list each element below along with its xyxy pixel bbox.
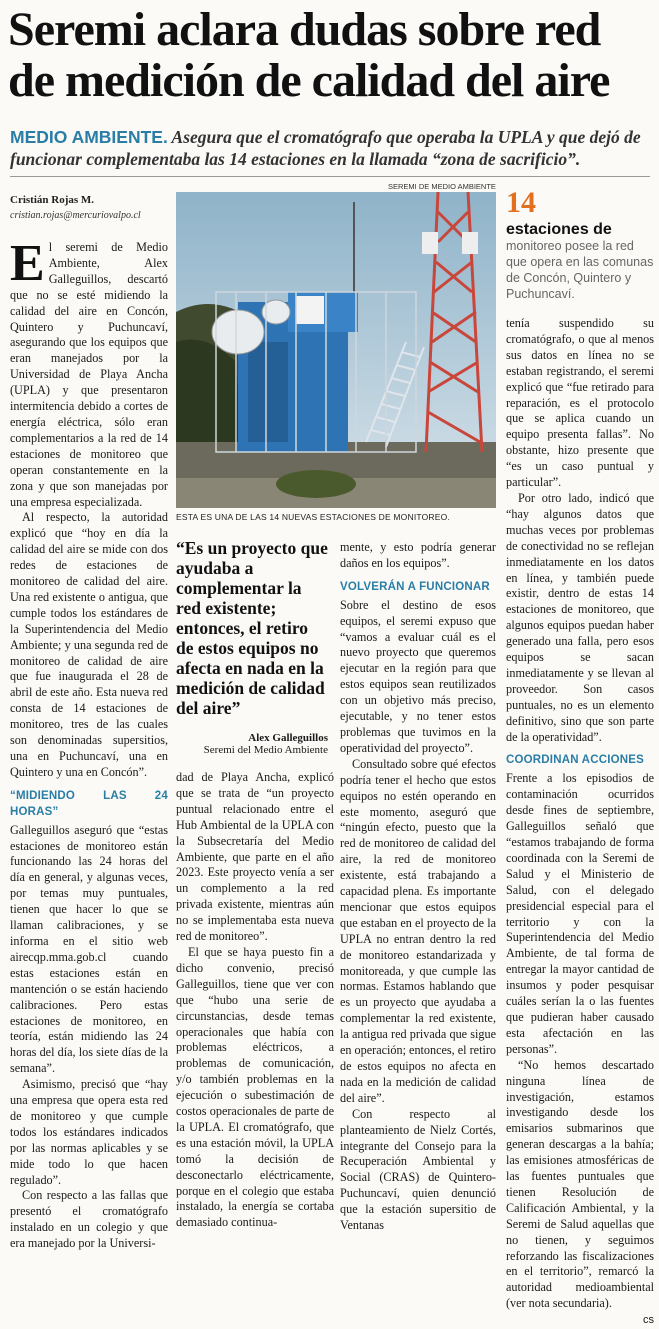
stat-text: estaciones de monitoreo posee la red que opera en las comunas de Concón, Quintero y Puchuncaví.	[506, 221, 654, 301]
quote-name: Alex Galleguillos	[248, 732, 328, 744]
byline-author: Cristián Rojas M.	[10, 194, 95, 206]
station-illustration	[176, 192, 496, 508]
drop-cap: E	[10, 235, 45, 292]
paragraph: Al respecto, la autoridad explicó que “hoy en día la calidad del aire se mide con dos redes de estaciones de monitoreo de calidad del aire. Una red existente o antigua, que cumple todos los estándares de la Superintendencia del Medio Ambiente; y una segunda red de monitoreo de calidad de aire que fue inaugurada el 28 de abril de este año. Esta nueva red consta de 14 estaciones de monitoreo, tres de las cuales son denominadas supersitios, una en Puchuncaví, una en Quintero y una en Concón”.	[10, 510, 168, 779]
photo-credit: SEREMI DE MEDIO AMBIENTE	[388, 182, 496, 191]
divider	[10, 176, 650, 177]
paragraph: Por otro lado, indicó que “hay algunos datos que muchas veces por problemas de conectividad no se reflejan inmediatamente en los datos en línea, y también puede existir, dentro de estas 14 estaciones de monitoreo, que algunos equipos puedan haber generado una falla, pero esos equipos se sacan inmediatamente y se llevan al proveedor. Son casos puntuales, no es un elemento definitivo, sino que son parte de la operatividad”.	[506, 490, 654, 744]
deck-kicker: MEDIO AMBIENTE.	[10, 127, 168, 147]
quote-role: Seremi del Medio Ambiente	[203, 744, 328, 756]
paragraph: Galleguillos aseguró que “estas estaciones de monitoreo están funcionando las 24 horas del día en general, y algunas veces, por temas muy puntuales, tienen que hacer lo que se llaman calibraciones, y se informa en el sitio web airecqp.mma.gob.cl cuando estas estaciones están en mantención o se están haciendo calibraciones. Pero estas estaciones de monitoreo, en teoría, están midiendo las 24 horas del día, los siete días de la semana”.	[10, 822, 168, 1076]
article-column-4	[506, 316, 654, 1329]
paragraph: Asimismo, precisó que “hay una empresa que opera esta red de monitoreo y que cumple todos los estándares indicados por las normas aplicables y se mide todo lo que hacen regulado”.	[10, 1077, 168, 1187]
end-mark: cs	[643, 1314, 654, 1327]
paragraph: dad de Playa Ancha, explicó que se trata de “un proyecto puntual relacionado entre el Hub Ambiental de la UPLA con la Subsecretaría del Medio Ambiente, que parte en el año 2023. Este proyecto venía a ser un complemento a la red privada existente, mientras aún no se implementaba esta nueva red de monitoreo”.	[176, 770, 334, 944]
deck-text: Asegura que el cromatógrafo que operaba la UPLA y que dejó de funcionar complementaba las 14 estaciones en la llamada “zona de sacrificio”.	[10, 127, 641, 169]
quote-text: “Es un proyecto que ayudaba a complementar la red existente; entonces, el retiro de estos equipos no afecta en nada en la medición de calidad del aire”	[176, 538, 328, 718]
headline: Seremi aclara dudas sobre red de medición de calidad del aire	[8, 3, 610, 107]
paragraph: tenía suspendido su cromatógrafo, o que al menos sus datos en línea no se estaban registrando, el seremi explicó que “fue retirado para reparación, es el protocolo que se aplica cuando un equipo presenta fallas”. No obstante, hizo presente que “es un caso puntual y particular”.	[506, 316, 654, 490]
paragraph: “No hemos descartado ninguna línea de investigación, estamos investigando desde los emisarios submarinos que generan descargas a la bahía; las emisiones atmosféricas de las fuentes puntuales que tienen Resolución de Calificación Ambiental, y la Seremi de Salud aquellas que no tienen, y seguimos reforzando las fiscalizaciones en el territorio”, remarcó la autoridad medioambiental (ver nota secundaria).	[506, 1057, 654, 1311]
byline-email[interactable]: cristian.rojas@mercuriovalpo.cl	[10, 210, 141, 221]
paragraph: Con respecto al planteamiento de Nielz Cortés, integrante del Consejo para la Recuperación Ambiental y Social (CRAS) de Quintero-Puchuncaví, quien denunció que la estación supersitio de Ventanas	[340, 1106, 496, 1233]
pull-quote	[176, 538, 328, 756]
subhead: COORDINAN ACCIONES	[506, 754, 644, 767]
article-column-3	[340, 540, 496, 1234]
stat-number: 14	[506, 186, 536, 219]
paragraph: Sobre el destino de esos equipos, el seremi expuso que “vamos a evaluar cuál es el nuevo proyecto que queremos ejecutar en la región para que estos equipos sean reutilizados con un objetivo más preciso, ejecutable, y no tener estos problemas que tuvimos en la operatividad del proyecto”.	[340, 597, 496, 755]
paragraph: Con respecto a las fallas que presentó el cromatógrafo instalado en un colegio y que era manejado por la Universi-	[10, 1188, 168, 1251]
article-column-2	[176, 770, 334, 1231]
paragraph: mente, y esto podría generar daños en los equipos”.	[340, 540, 496, 570]
subhead: VOLVERÁN A FUNCIONAR	[340, 580, 490, 593]
paragraph: Consultado sobre qué efectos podría tener el hecho que estos equipos no estén operando en este momento, aseguró que “ningún efecto, puesto que la red de monitoreo de calidad del aire, la red de monitoreo existente, está trabajando a capacidad plena. Es importante mencionar que estos equipos que estaban en el proyecto de la UPLA no entran dentro la red de monitoreo estandarizada y monitoreada, y que cumple las normas. Estamos hablando que es un proyecto que ayudaba a complementar la red existente, la antigua red privada que sigue en operación; entonces, el retiro de estos equipos no afecta en nada en la medición de calidad del aire”.	[340, 756, 496, 1105]
deck	[10, 126, 650, 170]
paragraph: El que se haya puesto fin a dicho convenio, precisó Galleguillos, tiene que ver con que “hubo una serie de circunstancias, desde temas operacionales que había con problemas eléctricos, a problemas de comunicación, y/o también problemas en la ejecución o subestimación de costos operacionales de parte de la UPLA. El cromatógrafo, que es una estación móvil, la UPLA tomó la decisión de desconectarlo eléctricamente, porque en el colegio que estaba instalado, la energía se cortaba demasiado continua-	[176, 944, 334, 1230]
subhead: “MIDIENDO LAS 24 HORAS”	[10, 789, 168, 818]
photo-monitoring-station	[176, 192, 496, 508]
paragraph: El seremi de Medio Ambiente, Alex Galleguillos, descartó que no se esté midiendo la calidad del aire en Concón, Quintero y Puchuncaví, asegurando que los equipos que eran manejados por la Universidad de Playa Ancha (UPLA) y que presentaron intermitencia debido a cortes de energía eléctrica, sólo eran complementarios a la red de 14 estaciones de monitoreo que operan constantemente en la zona y que son manejadas por una empresa especializada.	[10, 235, 168, 509]
paragraph: Frente a los episodios de contaminación ocurridos desde fines de septiembre, Galleguillos señaló que “estamos trabajando de forma coordinada con la Seremi de Salud y el Ministerio de Salud, con el delegado presidencial especial para el territorio y con la Superintendencia del Medio Ambiente, de tal forma de entregar la mayor cantidad de insumos y poder pesquisar cuáles serían la o las fuentes que pudieran haber causado esta afectación en las personas”.	[506, 771, 654, 1056]
photo-caption: ESTA ES UNA DE LAS 14 NUEVAS ESTACIONES DE MONITOREO.	[176, 512, 451, 522]
article-column-1	[10, 235, 168, 1252]
stat-box	[506, 188, 654, 302]
